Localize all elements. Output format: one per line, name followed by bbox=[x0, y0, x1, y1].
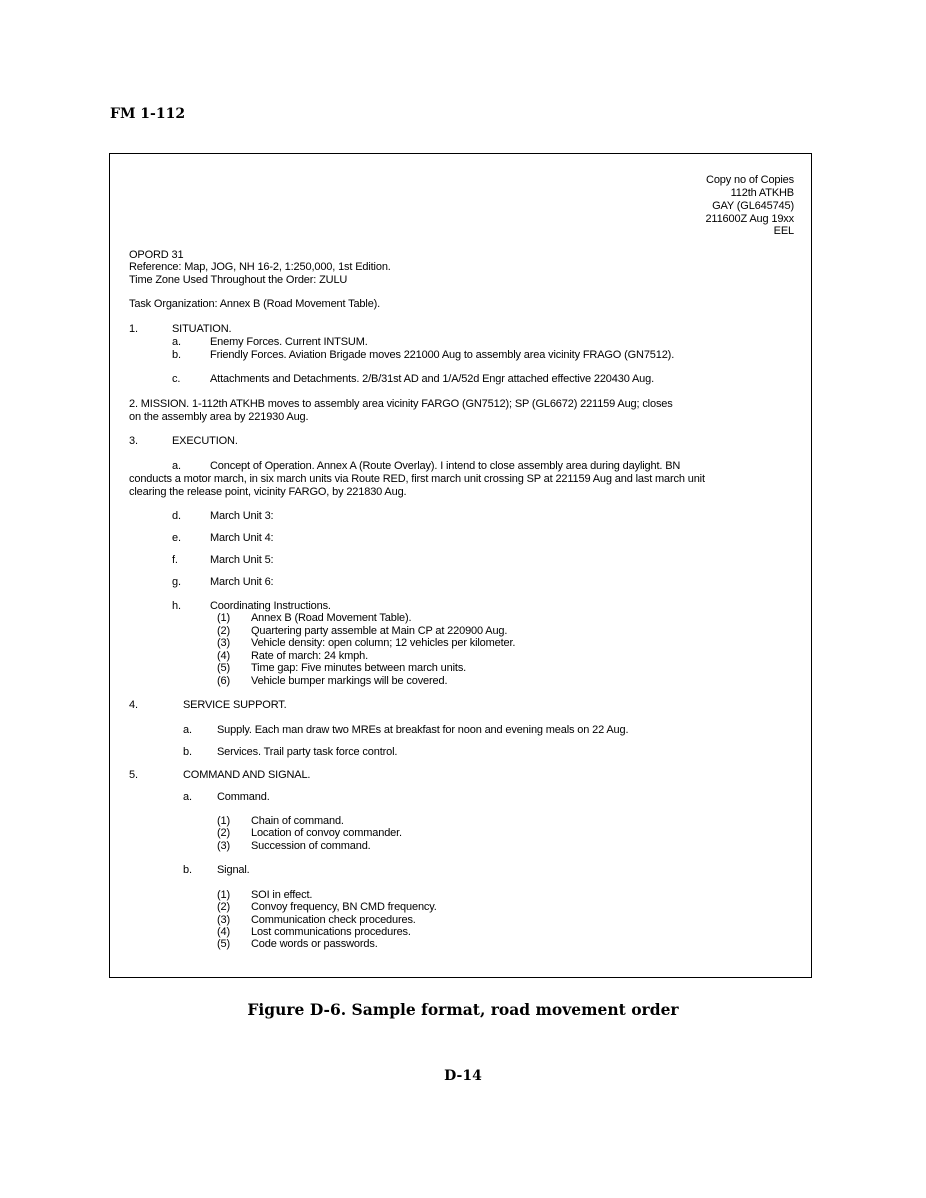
para-5a-1-text: Chain of command. bbox=[251, 815, 344, 827]
para-5b-1-number: (1) bbox=[217, 889, 230, 901]
para-4a-text: Supply. Each man draw two MREs at breakfast for noon and evening meals on 22 Aug. bbox=[217, 724, 629, 736]
para-3h-5-text: Time gap: Five minutes between march units. bbox=[251, 662, 467, 674]
para-3h-4-text: Rate of march: 24 kmph. bbox=[251, 650, 368, 662]
code-line: EEL bbox=[773, 225, 794, 237]
para-5b-5-text: Code words or passwords. bbox=[251, 938, 378, 950]
para-4-number: 4. bbox=[129, 699, 138, 711]
para-2-line2: on the assembly area by 221930 Aug. bbox=[129, 411, 309, 423]
para-5a-3-text: Succession of command. bbox=[251, 840, 371, 852]
para-3f-text: March Unit 5: bbox=[210, 554, 274, 566]
para-3-number: 3. bbox=[129, 435, 138, 447]
para-5a-2-text: Location of convoy commander. bbox=[251, 827, 402, 839]
para-3d-label: d. bbox=[172, 510, 181, 522]
para-5b-4-number: (4) bbox=[217, 926, 230, 938]
para-3h-1-number: (1) bbox=[217, 612, 230, 624]
para-3a-label: a. bbox=[172, 460, 181, 472]
para-1a-label: a. bbox=[172, 336, 181, 348]
para-3f-label: f. bbox=[172, 554, 178, 566]
para-5b-label: b. bbox=[183, 864, 192, 876]
task-org-line: Task Organization: Annex B (Road Movement Table). bbox=[129, 298, 381, 310]
para-3-title: EXECUTION. bbox=[172, 435, 238, 447]
para-2-line1: 2. MISSION. 1-112th ATKHB moves to assembly area vicinity FARGO (GN7512); SP (GL6672) 221159 Aug; closes bbox=[129, 398, 673, 410]
para-3h-1-text: Annex B (Road Movement Table). bbox=[251, 612, 412, 624]
page-number: D-14 bbox=[444, 1068, 482, 1084]
para-3e-label: e. bbox=[172, 532, 181, 544]
para-3h-2-number: (2) bbox=[217, 625, 230, 637]
para-5a-1-number: (1) bbox=[217, 815, 230, 827]
para-3d-text: March Unit 3: bbox=[210, 510, 274, 522]
para-3a-line2: conducts a motor march, in six march units via Route RED, first march unit crossing SP at 221159 Aug and last march unit bbox=[129, 473, 705, 485]
para-3a-line3: clearing the release point, vicinity FARGO, by 221830 Aug. bbox=[129, 486, 407, 498]
para-5b-1-text: SOI in effect. bbox=[251, 889, 313, 901]
page-header: FM 1-112 bbox=[110, 106, 186, 122]
order-frame bbox=[109, 153, 812, 978]
para-5a-2-number: (2) bbox=[217, 827, 230, 839]
dtg-line: 211600Z Aug 19xx bbox=[705, 213, 794, 225]
para-3h-5-number: (5) bbox=[217, 662, 230, 674]
para-1c-label: c. bbox=[172, 373, 181, 385]
para-3h-6-text: Vehicle bumper markings will be covered. bbox=[251, 675, 448, 687]
para-3a-line1: Concept of Operation. Annex A (Route Overlay). I intend to close assembly area during daylight. BN bbox=[210, 460, 681, 472]
para-3h-3-text: Vehicle density: open column; 12 vehicles per kilometer. bbox=[251, 637, 516, 649]
para-1-number: 1. bbox=[129, 323, 138, 335]
para-5b-text: Signal. bbox=[217, 864, 250, 876]
para-1b-label: b. bbox=[172, 349, 181, 361]
para-5b-3-number: (3) bbox=[217, 914, 230, 926]
para-5-number: 5. bbox=[129, 769, 138, 781]
para-3h-2-text: Quartering party assemble at Main CP at 220900 Aug. bbox=[251, 625, 508, 637]
para-3g-text: March Unit 6: bbox=[210, 576, 274, 588]
order-document bbox=[110, 154, 811, 977]
para-1a-text: Enemy Forces. Current INTSUM. bbox=[210, 336, 368, 348]
para-1c-text: Attachments and Detachments. 2/B/31st AD and 1/A/52d Engr attached effective 220430 Aug. bbox=[210, 373, 655, 385]
para-3h-label: h. bbox=[172, 600, 181, 612]
para-4-title: SERVICE SUPPORT. bbox=[183, 699, 287, 711]
para-3h-3-number: (3) bbox=[217, 637, 230, 649]
location-line: GAY (GL645745) bbox=[712, 200, 794, 212]
para-1b-text: Friendly Forces. Aviation Brigade moves 221000 Aug to assembly area vicinity FRAGO (GN7512). bbox=[210, 349, 675, 361]
para-4b-text: Services. Trail party task force control. bbox=[217, 746, 398, 758]
para-1-title: SITUATION. bbox=[172, 323, 232, 335]
reference-line: Reference: Map, JOG, NH 16-2, 1:250,000, 1st Edition. bbox=[129, 261, 391, 273]
para-4a-label: a. bbox=[183, 724, 192, 736]
para-5a-3-number: (3) bbox=[217, 840, 230, 852]
timezone-line: Time Zone Used Throughout the Order: ZULU bbox=[129, 274, 348, 286]
copy-line: Copy no of Copies bbox=[706, 174, 794, 186]
para-4b-label: b. bbox=[183, 746, 192, 758]
para-5b-2-text: Convoy frequency, BN CMD frequency. bbox=[251, 901, 437, 913]
para-5b-3-text: Communication check procedures. bbox=[251, 914, 416, 926]
opord-number: OPORD 31 bbox=[129, 249, 184, 261]
para-3h-4-number: (4) bbox=[217, 650, 230, 662]
para-5b-4-text: Lost communications procedures. bbox=[251, 926, 411, 938]
para-5b-2-number: (2) bbox=[217, 901, 230, 913]
para-3h-6-number: (6) bbox=[217, 675, 230, 687]
para-3h-text: Coordinating Instructions. bbox=[210, 600, 331, 612]
para-5-title: COMMAND AND SIGNAL. bbox=[183, 769, 311, 781]
para-5a-label: a. bbox=[183, 791, 192, 803]
para-3e-text: March Unit 4: bbox=[210, 532, 274, 544]
figure-caption: Figure D-6. Sample format, road movement order bbox=[247, 1000, 679, 1019]
unit-line: 112th ATKHB bbox=[730, 187, 794, 199]
para-3g-label: g. bbox=[172, 576, 181, 588]
para-5a-text: Command. bbox=[217, 791, 270, 803]
para-5b-5-number: (5) bbox=[217, 938, 230, 950]
